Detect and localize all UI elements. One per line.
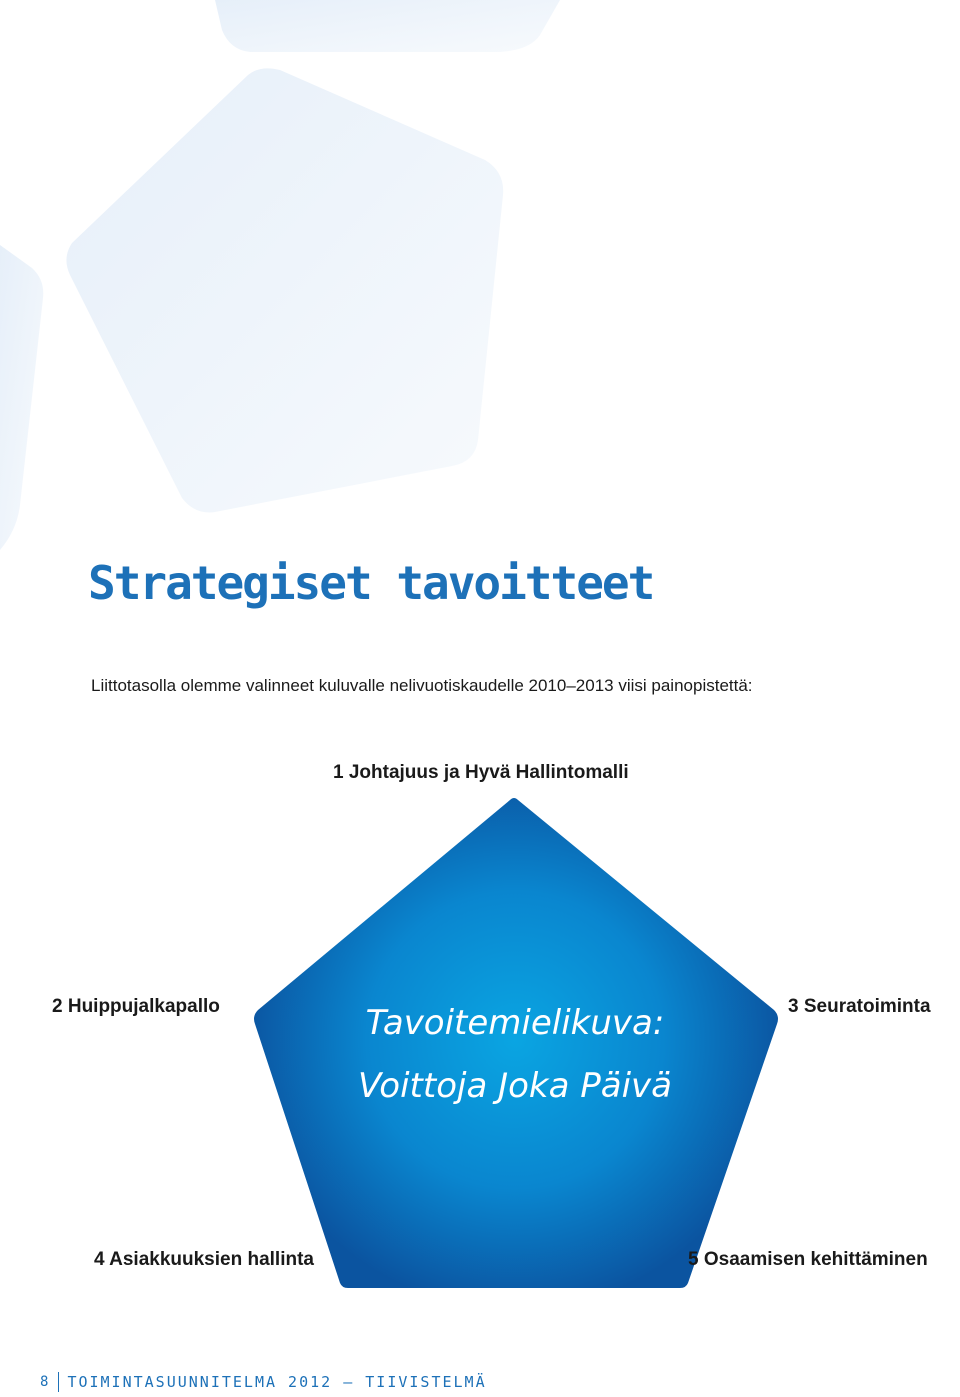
- footer-text: TOIMINTASUUNNITELMA 2012 – TIIVISTELMÄ: [67, 1373, 487, 1391]
- focus-area-3: 3 Seuratoiminta: [788, 996, 931, 1017]
- focus-area-5: 5 Osaamisen kehittäminen: [688, 1249, 928, 1270]
- vision-text: Voittoja Joka Päivä: [358, 1066, 672, 1106]
- focus-area-1: 1 Johtajuus ja Hyvä Hallintomalli: [333, 762, 629, 783]
- footer-divider: [58, 1372, 59, 1392]
- page-footer: [40, 1370, 487, 1394]
- pentagon-shape: [254, 798, 778, 1288]
- intro-paragraph: Liittotasolla olemme valinneet kuluvalle nelivuotiskaudelle 2010–2013 viisi painopistettä:: [91, 676, 753, 695]
- page-title: Strategiset tavoitteet: [88, 556, 654, 610]
- page-number: 8: [40, 1374, 49, 1390]
- focus-area-2: 2 Huippujalkapallo: [52, 996, 220, 1017]
- focus-area-4: 4 Asiakkuuksien hallinta: [94, 1249, 314, 1270]
- vision-heading: Tavoitemielikuva:: [365, 1003, 665, 1043]
